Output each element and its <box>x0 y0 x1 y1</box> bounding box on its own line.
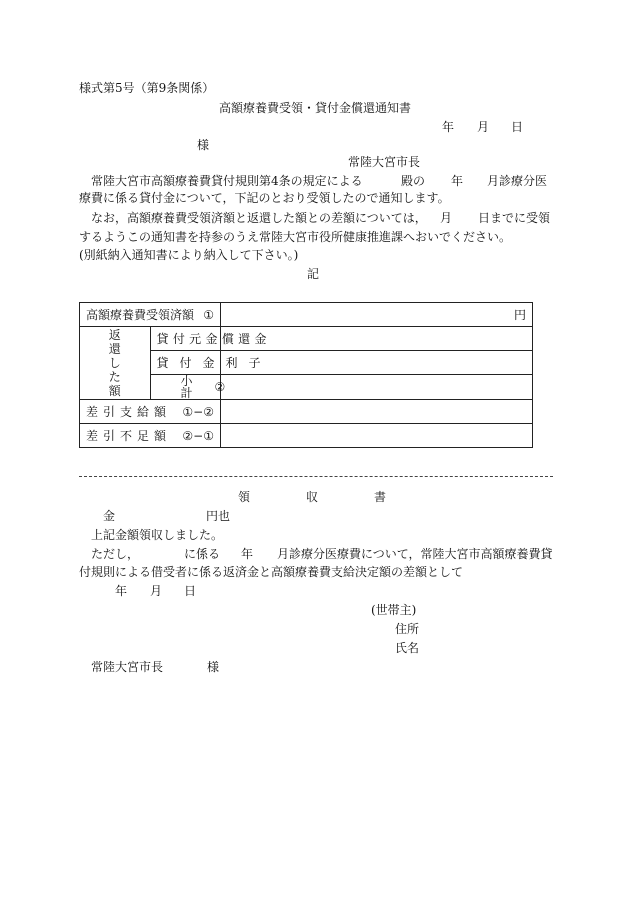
form-number: 様式第5号（第9条関係） <box>79 81 215 95</box>
net-payment-mark: ①−② <box>182 404 214 419</box>
receipt-line-3: 付規則による借受者に係る返済金と高額療養費支給決定額の差額として <box>79 565 464 579</box>
ki-label: 記 <box>307 267 320 281</box>
table-row <box>80 400 533 424</box>
vertical-char: 返 <box>108 328 121 342</box>
principal-repayment-label: 貸付元金償還金 <box>156 331 267 346</box>
received-amount-mark: ① <box>203 307 214 322</box>
body-p1-b: 殿の <box>401 174 426 188</box>
document-title: 高額療養費受領・貸付金償還通知書 <box>219 101 412 115</box>
body-paragraph-1-line-1 <box>91 175 363 187</box>
receipt-date-month: 月 <box>150 584 163 598</box>
receipt-recipient: 常陸大宮市長 <box>91 660 164 674</box>
table-row <box>80 327 533 351</box>
receipt-amount-label: 金 <box>103 509 116 523</box>
vertical-char: 還 <box>108 342 121 356</box>
body-p2-c: 日までに受領 <box>478 211 551 225</box>
body-p1-a: 常陸大宮市高額療養費貸付規則第4条の規定による <box>91 174 363 188</box>
receipt-line-2-c: 年 <box>241 547 254 561</box>
body-paragraph-1-line-2: 療費に係る貸付金について，下記のとおり受領したので通知します。 <box>79 191 450 205</box>
subtotal-label-cell <box>150 374 226 400</box>
receipt-line-1: 上記金額領収しました。 <box>91 528 224 542</box>
body-p2-a: なお，高額療養費受領済額と返還した額との差額については， <box>91 211 427 225</box>
receipt-title-char-1: 領 <box>238 490 251 504</box>
subtotal-label: 小計 <box>180 374 193 400</box>
body-p1-c: 年 <box>451 174 464 188</box>
body-paragraph-3: (別紙納入通知書により納入して下さい。) <box>79 248 299 262</box>
loan-interest-label-cell <box>150 351 261 375</box>
shortfall-mark: ②−① <box>182 428 214 443</box>
loan-interest-label: 貸付金利子 <box>156 355 261 370</box>
cut-line <box>79 476 553 477</box>
body-p1-d: 月診療分医 <box>487 174 548 188</box>
net-payment-value-cell <box>221 400 533 424</box>
household-head-label: (世帯主) <box>371 603 417 617</box>
name-label: 氏名 <box>395 641 420 655</box>
shortfall-label-cell <box>80 424 221 448</box>
receipt-line-2-a: ただし， <box>91 547 140 561</box>
table-row <box>80 424 533 448</box>
receipt-recipient-suffix: 様 <box>207 660 220 674</box>
receipt-amount-unit: 円也 <box>206 509 231 523</box>
vertical-char: 額 <box>108 384 121 398</box>
receipt-title-char-3: 書 <box>374 490 387 504</box>
principal-repayment-label-cell <box>150 327 267 351</box>
receipt-date-day: 日 <box>184 584 197 598</box>
net-payment-label: 差引支給額 <box>86 404 166 419</box>
body-p2-b: 月 <box>440 211 453 225</box>
received-amount-label: 高額療養費受領済額 <box>86 307 195 322</box>
receipt-line-2-d: 月診療分医療費について，常陸大宮市高額療養費貸 <box>277 547 553 561</box>
received-amount-value-cell <box>221 303 533 327</box>
principal-repayment-value-cell <box>221 327 533 351</box>
vertical-char: し <box>108 356 121 370</box>
net-payment-label-cell <box>80 400 221 424</box>
subtotal-mark: ② <box>214 380 226 394</box>
receipt-title-char-2: 収 <box>306 490 319 504</box>
receipt-date-year: 年 <box>115 584 128 598</box>
returned-amount-vertical-label <box>80 327 151 400</box>
yen-unit: 円 <box>513 307 526 322</box>
address-label: 住所 <box>395 622 420 636</box>
shortfall-value-cell <box>221 424 533 448</box>
body-paragraph-2-line-2: するようこの通知書を持参のうえ常陸大宮市役所健康推進課へおいでください。 <box>79 230 512 244</box>
date-day-label: 日 <box>511 120 524 134</box>
received-amount-label-cell <box>80 303 221 327</box>
table-row <box>80 303 533 327</box>
receipt-line-2-b: に係る <box>184 547 221 561</box>
addressee-suffix: 様 <box>197 138 210 152</box>
issuer: 常陸大宮市長 <box>348 155 421 169</box>
subtotal-value-cell <box>221 375 533 400</box>
loan-interest-value-cell <box>221 351 533 375</box>
date-year-label: 年 <box>442 120 455 134</box>
vertical-char: た <box>108 370 121 384</box>
date-month-label: 月 <box>477 120 490 134</box>
calculation-table <box>79 302 533 448</box>
shortfall-label: 差引不足額 <box>86 428 166 443</box>
